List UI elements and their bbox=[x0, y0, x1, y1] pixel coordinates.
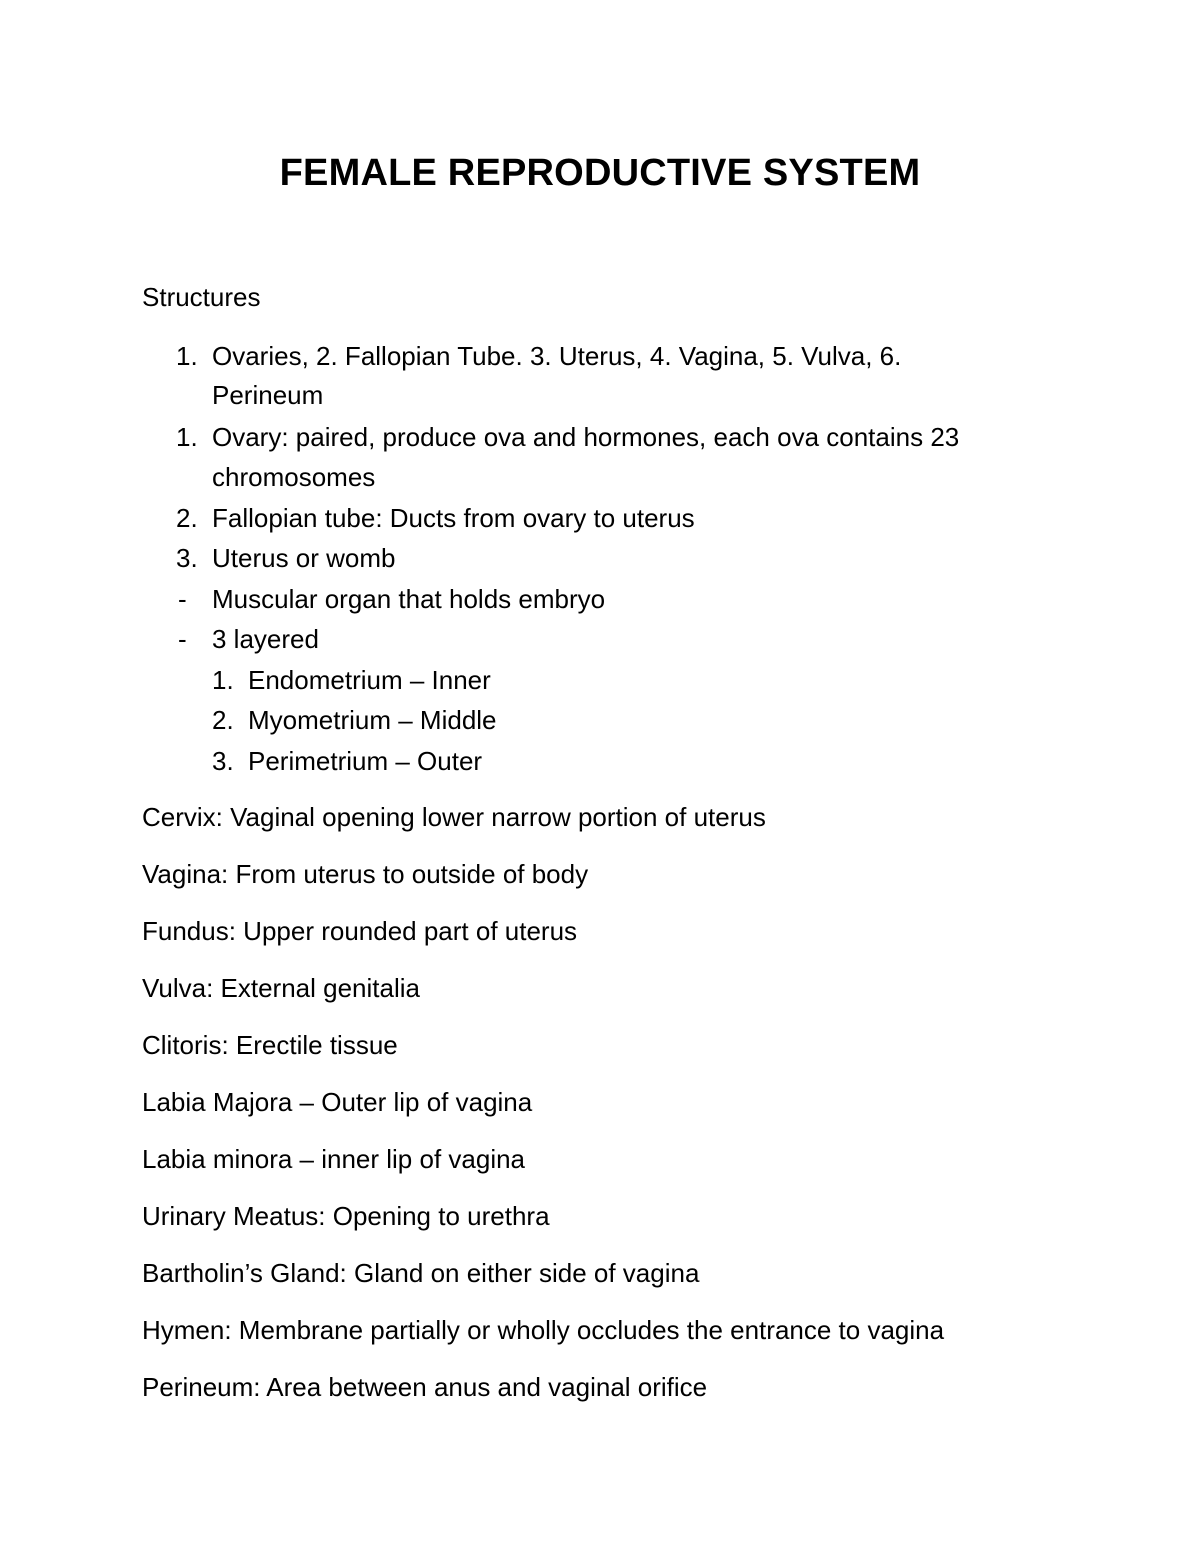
definition-fundus: Fundus: Upper rounded part of uterus bbox=[142, 916, 578, 946]
sublist-marker: 1. bbox=[212, 665, 234, 695]
definition-vagina: Vagina: From uterus to outside of body bbox=[142, 859, 589, 889]
definition-labia-majora: Labia Majora – Outer lip of vagina bbox=[142, 1087, 533, 1117]
definition-labia-minora: Labia minora – inner lip of vagina bbox=[142, 1144, 526, 1174]
list-marker-dash: - bbox=[178, 624, 187, 654]
definition-urinary-meatus: Urinary Meatus: Opening to urethra bbox=[142, 1201, 550, 1231]
definition-hymen: Hymen: Membrane partially or wholly occludes the entrance to vagina bbox=[142, 1315, 945, 1345]
list-marker: 2. bbox=[176, 503, 198, 533]
list-item-text: Muscular organ that holds embryo bbox=[212, 584, 606, 614]
list-item-text: Ovary: paired, produce ova and hormones, each ova contains 23 bbox=[212, 422, 960, 452]
definition-cervix: Cervix: Vaginal opening lower narrow portion of uterus bbox=[142, 802, 766, 832]
list-item-text-continued: Perineum bbox=[212, 380, 324, 410]
list-marker-dash: - bbox=[178, 584, 187, 614]
sublist-item-text: Myometrium – Middle bbox=[248, 705, 497, 735]
page-title: FEMALE REPRODUCTIVE SYSTEM bbox=[279, 152, 921, 194]
sublist-marker: 2. bbox=[212, 705, 234, 735]
definition-perineum: Perineum: Area between anus and vaginal orifice bbox=[142, 1372, 708, 1402]
list-item-text: Fallopian tube: Ducts from ovary to uterus bbox=[212, 503, 695, 533]
list-item-text: 3 layered bbox=[212, 624, 319, 654]
list-marker: 3. bbox=[176, 543, 198, 573]
list-marker: 1. bbox=[176, 341, 198, 371]
list-item-text-continued: chromosomes bbox=[212, 462, 376, 492]
definition-clitoris: Clitoris: Erectile tissue bbox=[142, 1030, 398, 1060]
section-heading: Structures bbox=[142, 282, 261, 312]
sublist-marker: 3. bbox=[212, 746, 234, 776]
sublist-item-text: Perimetrium – Outer bbox=[248, 746, 483, 776]
definition-bartholins-gland: Bartholin’s Gland: Gland on either side of vagina bbox=[142, 1258, 700, 1288]
list-item-text: Ovaries, 2. Fallopian Tube. 3. Uterus, 4. Vagina, 5. Vulva, 6. bbox=[212, 341, 902, 371]
definition-vulva: Vulva: External genitalia bbox=[142, 973, 420, 1003]
list-marker: 1. bbox=[176, 422, 198, 452]
list-item-text: Uterus or womb bbox=[212, 543, 396, 573]
sublist-item-text: Endometrium – Inner bbox=[248, 665, 491, 695]
